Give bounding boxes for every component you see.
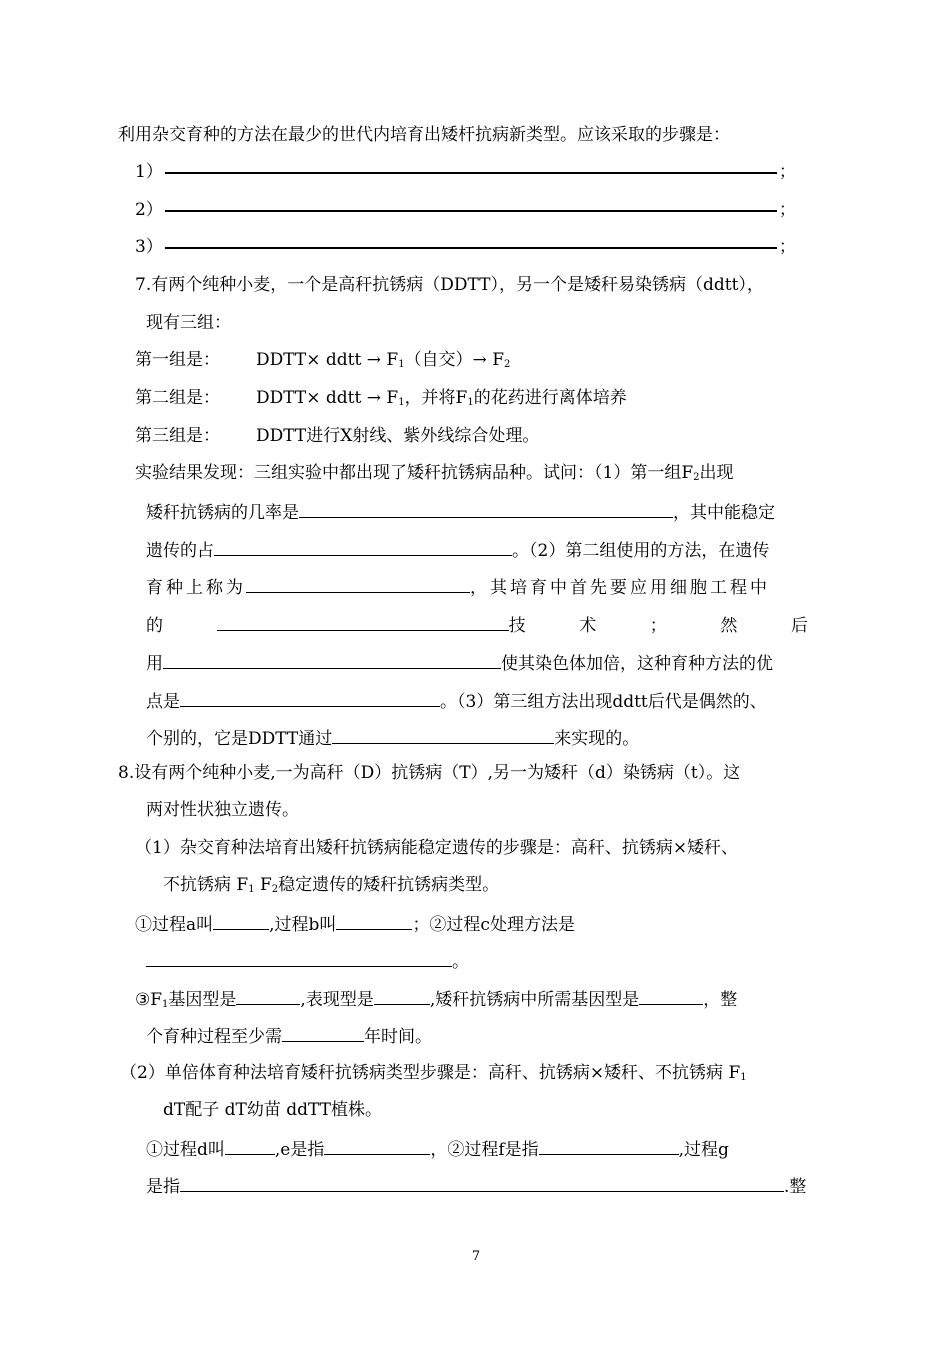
intro-text: 利用杂交育种的方法在最少的世代内培育出矮杆抗病新类型。应该采取的步骤是： — [118, 125, 730, 145]
answer-blank[interactable] — [539, 1136, 679, 1155]
q7-use-line: 用 使其染色体加倍，这种育种方法的优 — [146, 648, 773, 676]
q7-adv-line: 点是 。（3）第三组方法出现ddtt后代是偶然的、 — [146, 686, 767, 714]
q7-ind-line: 个别的，它是DDTT通过 来实现的。 — [146, 723, 639, 751]
answer-blank[interactable] — [299, 497, 673, 518]
step-label: 1） — [135, 162, 163, 182]
q8-p1-q2: 。 — [146, 948, 469, 974]
q7-group3: 第三组是： DDTT进行X射线、紫外线综合处理。 — [135, 426, 540, 446]
answer-blank[interactable] — [225, 1136, 275, 1155]
step-label: 3） — [135, 237, 163, 257]
q8-p1-q3: $③F_1$基因型是 ,表现型是 ,矮秆抗锈病中所需基因型是 ，整 — [135, 986, 737, 1017]
q7-tech-line: 的 技 术 ； 然 后 — [146, 610, 808, 638]
answer-blank[interactable] — [213, 911, 269, 930]
answer-blank[interactable] — [214, 535, 512, 556]
answer-blank[interactable] — [639, 986, 703, 1005]
answer-line[interactable] — [165, 247, 777, 249]
answer-blank[interactable] — [180, 686, 440, 707]
answer-blank[interactable] — [324, 1136, 430, 1155]
q7-line1: 7.有两个纯种小麦，一个是高秆抗锈病（DDTT），另一个是矮秆易染锈病（ddtt）， — [135, 275, 764, 295]
q8-p2-q2: 是指 .整 — [146, 1173, 806, 1199]
q7-group2: 第二组是： DDTT× ddtt → $F_1$，并将$F_1$的花药进行离体培养 — [135, 388, 627, 408]
q7-breed-line: 育种上称为 ，其培育中首先要应用细胞工程中 — [146, 572, 770, 600]
answer-blank[interactable] — [217, 610, 509, 631]
answer-blank[interactable] — [180, 1173, 784, 1192]
q8-p2-line2: dT配子 dT幼苗 ddTT植株。 — [163, 1100, 383, 1120]
q8-p1-line1: （1）杂交育种法培育出矮秆抗锈病能稳定遗传的步骤是：高秆、抗锈病×矮秆、 — [135, 838, 739, 858]
q7-stable-line: 遗传的占 。（2）第二组使用的方法，在遗传 — [146, 535, 769, 563]
q8-line1: 8.设有两个纯种小麦,一为高秆（D）抗锈病（T）,另一为矮秆（d）染锈病（t）。这 — [118, 763, 741, 783]
answer-blank[interactable] — [282, 1023, 364, 1042]
answer-blank[interactable] — [236, 986, 300, 1005]
answer-line[interactable] — [165, 172, 777, 174]
q7-group1: 第一组是： DDTT× ddtt → $F_1$（自交）→ $F_2$ — [135, 350, 511, 370]
q8-p2-line1: （2）单倍体育种法培育矮秆抗锈病类型步骤是：高秆、抗锈病×矮秆、不抗锈病 $F_1$ — [120, 1063, 747, 1083]
step-3: 3） ； — [135, 237, 796, 257]
q8-line2: 两对性状独立遗传。 — [146, 800, 299, 820]
q8-p2-q1: ①过程d叫 ,e是指 ，②过程f是指 ,过程g — [146, 1136, 729, 1162]
step-1: 1） ； — [135, 162, 796, 182]
answer-line[interactable] — [165, 210, 777, 212]
answer-blank[interactable] — [163, 648, 501, 669]
q7-prob-line: 矮秆抗锈病的几率是 ，其中能稳定 — [146, 497, 775, 525]
q8-p1-line2: 不抗锈病 $F_1$ $F_2$稳定遗传的矮秆抗锈病类型。 — [163, 875, 500, 895]
answer-blank[interactable] — [146, 948, 452, 967]
q8-p1-q3-cont: 个育种过程至少需 年时间。 — [146, 1023, 432, 1049]
q7-result: 实验结果发现：三组实验中都出现了矮秆抗锈病品种。试问：（1）第一组$F_2$出现 — [135, 463, 734, 483]
q7-line2: 现有三组： — [146, 313, 231, 333]
page-number: 7 — [471, 1249, 481, 1264]
answer-blank[interactable] — [332, 723, 554, 744]
step-2: 2） ； — [135, 200, 796, 220]
answer-blank[interactable] — [246, 572, 470, 593]
step-label: 2） — [135, 200, 163, 220]
answer-blank[interactable] — [374, 986, 430, 1005]
answer-blank[interactable] — [336, 911, 412, 930]
q8-p1-q1: ①过程a叫 ,过程b叫 ；②过程c处理方法是 — [135, 911, 575, 937]
